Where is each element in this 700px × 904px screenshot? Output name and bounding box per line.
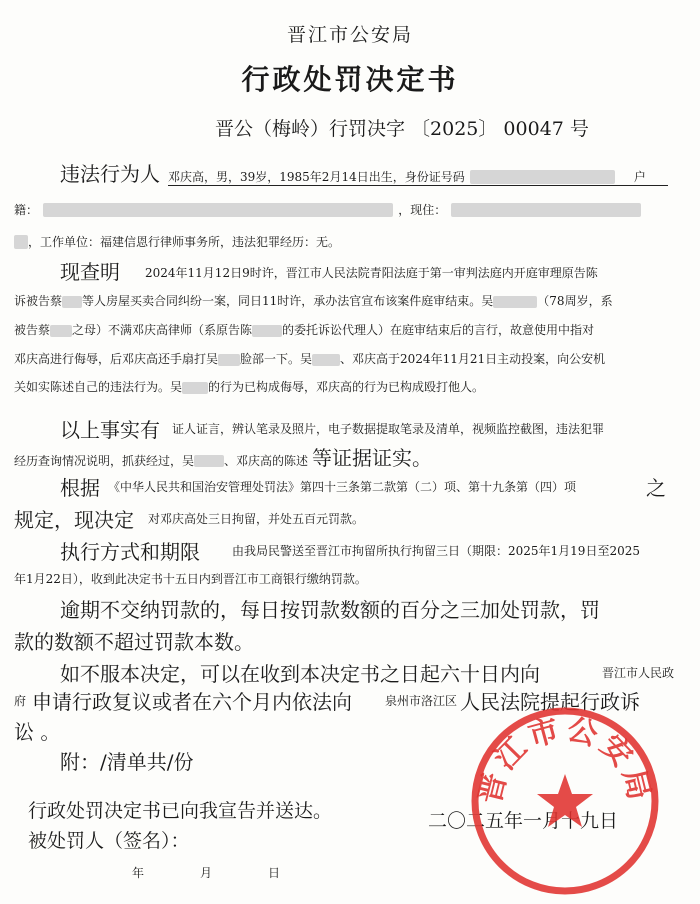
text: 等人房屋买卖合同纠纷一案，同日11时许，承办法官宣布该案件庭审结束。吴	[82, 294, 494, 308]
agency-name: 晋江市公安局	[286, 24, 413, 46]
basis-label: 根据	[60, 476, 100, 500]
appeal-line2b: 人民法院提起行政诉	[460, 690, 640, 714]
attachment-label: 附：	[60, 750, 100, 774]
offender-line1	[168, 166, 666, 185]
text: 被告蔡	[14, 323, 51, 337]
execution-line1: 由我局民警送至晋江市拘留所执行拘留三日（期限：2025年1月19日至2025	[232, 544, 640, 558]
decision-label: 规定，现决定	[14, 508, 134, 532]
evidence-conclusion: 等证据证实。	[312, 446, 433, 470]
text: 邓庆高进行侮辱，后邓庆高还手扇打吴	[14, 352, 219, 366]
text: 的委托诉讼代理人）在庭审结束后的言行，故意使用中指对	[282, 323, 595, 337]
redaction	[43, 203, 393, 217]
redaction	[194, 455, 224, 467]
execution-line2: 年1月22日），收到此决定书十五日内到晋江市工商银行缴纳罚款。	[14, 572, 367, 586]
text: 、邓庆高的陈述	[224, 454, 309, 468]
redaction	[312, 354, 340, 366]
text: （78周岁，系	[537, 294, 613, 308]
text: 关如实陈述自己的违法行为。吴	[14, 380, 183, 394]
offender-line3	[14, 231, 340, 250]
evidence-line1: 证人证言，辨认笔录及照片，电子数据提取笔录及清单，视频监控截图，违法犯罪	[172, 422, 605, 436]
text: 的行为已构成侮辱，邓庆高的行为已构成殴打他人。	[208, 380, 485, 394]
redaction	[252, 325, 282, 337]
decision-text: 对邓庆高处三日拘留，并处五百元罚款。	[148, 512, 365, 526]
overdue-line2: 款的数额不超过罚款本数。	[14, 630, 254, 654]
text: 、邓庆高于2024年11月21日主动投案，向公安机	[340, 352, 606, 366]
redaction	[218, 354, 240, 366]
redaction	[14, 235, 28, 249]
facts-line5	[14, 378, 484, 395]
seal-star-icon	[537, 774, 593, 827]
sign-day: 日	[268, 866, 281, 880]
facts-label: 现查明	[60, 260, 120, 284]
text: 经历查询情况说明，抓获经过，吴	[14, 454, 195, 468]
residence-label: ，现住：	[398, 203, 447, 217]
overdue-line1: 逾期不交纳罚款的，每日按罚款数额的百分之三加处罚款，罚	[60, 598, 600, 622]
facts-line2	[14, 292, 613, 309]
offender-line2	[14, 199, 641, 218]
text: 脸部一下。吴	[240, 352, 313, 366]
evidence-line2	[14, 442, 432, 471]
text: 诉被告蔡	[14, 294, 63, 308]
redaction	[50, 325, 72, 337]
sign-month: 月	[200, 866, 213, 880]
execution-label: 执行方式和期限	[60, 540, 200, 564]
redaction	[182, 382, 208, 394]
document-number: 晋公（梅岭）行罚决字 〔2025〕 00047 号	[215, 118, 589, 140]
ji-label: 籍：	[14, 203, 39, 217]
attachment-text: /清单共/份	[100, 750, 194, 774]
official-seal	[470, 706, 660, 896]
appeal-line2a: 申请行政复议或者在六个月内依法向	[32, 690, 352, 714]
seal-org-path: 晋江市公安局	[472, 711, 658, 808]
redaction	[493, 296, 537, 308]
issue-date: 二〇二五年一月十九日	[428, 810, 619, 832]
basis-zhi: 之	[646, 476, 666, 500]
evidence-label: 以上事实有	[60, 418, 160, 442]
basis-law: 《中华人民共和国治安管理处罚法》第四十三条第二款第（二）项、第十九条第（四）项	[108, 480, 577, 494]
attachment	[60, 746, 193, 775]
workplace-text: ，工作单位：福建信恩行律师事务所，违法犯罪经历：无。	[28, 235, 341, 249]
hu-label: 户	[633, 170, 646, 184]
appeal-government-cont: 府	[14, 694, 27, 708]
redaction	[62, 296, 82, 308]
signature-label: 被处罚人（签名）：	[28, 830, 190, 852]
facts-line4	[14, 350, 605, 367]
facts-line3	[14, 321, 594, 338]
appeal-government: 晋江市人民政	[602, 666, 675, 680]
offender-id-text: 邓庆高，男，39岁，1985年2月14日出生，身份证号码	[168, 170, 465, 184]
document-title: 行政处罚决定书	[241, 63, 459, 96]
redaction	[470, 170, 615, 184]
facts-line1: 2024年11月12日9时许，晋江市人民法院青阳法庭于第一审判法庭内开庭审理原告陈	[145, 266, 598, 280]
redaction	[451, 203, 641, 217]
underline	[168, 185, 668, 186]
text: 之母）不满邓庆高律师（系原告陈	[72, 323, 253, 337]
appeal-line1: 如不服本决定，可以在收到本决定书之日起六十日内向	[60, 662, 540, 686]
appeal-line3: 讼 。	[14, 720, 61, 744]
served-statement: 行政处罚决定书已向我宣告并送达。	[28, 800, 333, 822]
sign-year: 年	[132, 866, 145, 880]
appeal-court: 泉州市洛江区	[385, 694, 458, 708]
offender-label: 违法行为人	[60, 162, 160, 186]
